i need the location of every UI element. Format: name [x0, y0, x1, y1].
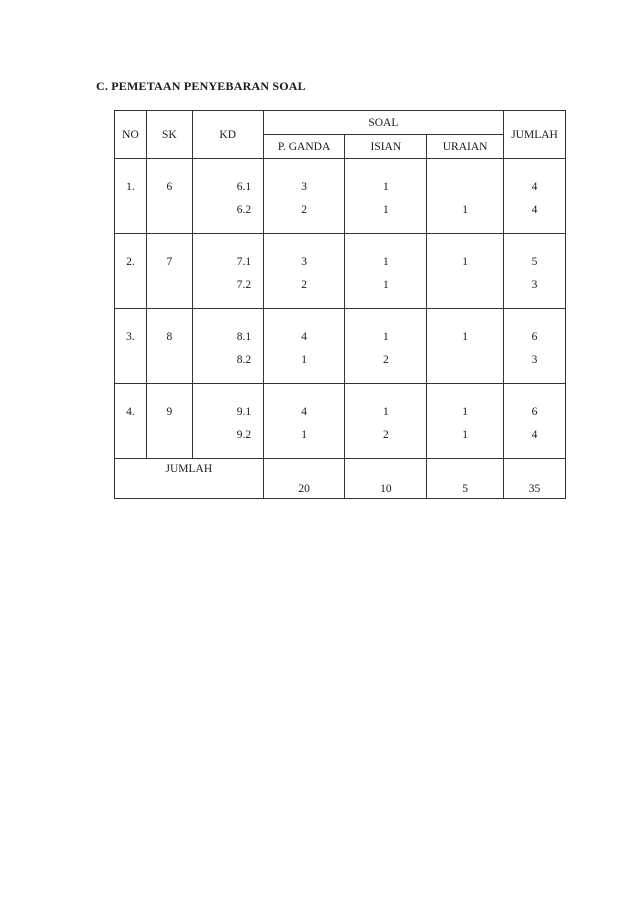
row-isian: 1	[345, 250, 427, 273]
row-uraian: 1	[427, 423, 504, 446]
row-isian: 2	[345, 423, 427, 446]
row-jumlah: 6	[504, 400, 566, 423]
group-spacer	[115, 384, 566, 401]
table-row	[115, 250, 566, 273]
header-sk: SK	[146, 111, 192, 159]
header-uraian: URAIAN	[427, 135, 504, 159]
row-kd: 8.1	[192, 325, 263, 348]
header-kd: KD	[192, 111, 263, 159]
row-kd: 6.1	[192, 175, 263, 198]
row-kd: 6.2	[192, 198, 263, 221]
row-uraian: 1	[427, 250, 504, 273]
row-uraian	[427, 273, 504, 296]
row-sk: 7	[146, 250, 192, 273]
group-tail	[115, 371, 566, 384]
row-kd: 8.2	[192, 348, 263, 371]
section-heading: C. PEMETAAN PENYEBARAN SOAL	[96, 79, 306, 93]
table-row	[115, 348, 566, 371]
row-jumlah: 4	[504, 423, 566, 446]
row-isian: 2	[345, 348, 427, 371]
row-isian: 1	[345, 198, 427, 221]
group-tail	[115, 446, 566, 459]
row-p-ganda: 4	[263, 325, 345, 348]
row-sk: 8	[146, 325, 192, 348]
row-kd: 9.2	[192, 423, 263, 446]
row-p-ganda: 3	[263, 175, 345, 198]
total-label: JUMLAH	[115, 459, 264, 499]
row-isian: 1	[345, 400, 427, 423]
header-no: NO	[115, 111, 147, 159]
total-jumlah: 35	[504, 479, 566, 499]
total-uraian: 5	[427, 479, 504, 499]
group-spacer	[115, 234, 566, 251]
row-no: 4.	[115, 400, 147, 423]
row-uraian	[427, 348, 504, 371]
row-uraian: 1	[427, 198, 504, 221]
header-jumlah: JUMLAH	[504, 111, 566, 159]
row-jumlah: 4	[504, 175, 566, 198]
group-spacer	[115, 309, 566, 326]
row-isian: 1	[345, 175, 427, 198]
row-jumlah: 4	[504, 198, 566, 221]
table-row	[115, 325, 566, 348]
row-jumlah: 3	[504, 273, 566, 296]
row-p-ganda: 2	[263, 198, 345, 221]
row-sk: 6	[146, 175, 192, 198]
table-row	[115, 273, 566, 296]
row-uraian	[427, 175, 504, 198]
row-uraian: 1	[427, 325, 504, 348]
row-kd: 7.2	[192, 273, 263, 296]
row-p-ganda: 1	[263, 423, 345, 446]
row-p-ganda: 4	[263, 400, 345, 423]
group-tail	[115, 296, 566, 309]
table-row	[115, 175, 566, 198]
row-kd: 9.1	[192, 400, 263, 423]
table-row	[115, 423, 566, 446]
group-tail	[115, 221, 566, 234]
row-jumlah: 3	[504, 348, 566, 371]
row-isian: 1	[345, 273, 427, 296]
table-row	[115, 400, 566, 423]
table-row	[115, 198, 566, 221]
row-jumlah: 5	[504, 250, 566, 273]
row-p-ganda: 1	[263, 348, 345, 371]
row-p-ganda: 2	[263, 273, 345, 296]
header-row	[115, 111, 566, 135]
total-isian: 10	[345, 479, 427, 499]
row-sk: 9	[146, 400, 192, 423]
header-p-ganda: P. GANDA	[263, 135, 345, 159]
row-isian: 1	[345, 325, 427, 348]
total-row	[115, 459, 566, 480]
header-isian: ISIAN	[345, 135, 427, 159]
row-kd: 7.1	[192, 250, 263, 273]
row-no: 2.	[115, 250, 147, 273]
row-uraian: 1	[427, 400, 504, 423]
row-jumlah: 6	[504, 325, 566, 348]
group-spacer	[115, 159, 566, 176]
row-no: 3.	[115, 325, 147, 348]
header-soal: SOAL	[263, 111, 503, 135]
row-no: 1.	[115, 175, 147, 198]
question-distribution-table	[114, 110, 566, 499]
row-p-ganda: 3	[263, 250, 345, 273]
total-p-ganda: 20	[263, 479, 345, 499]
